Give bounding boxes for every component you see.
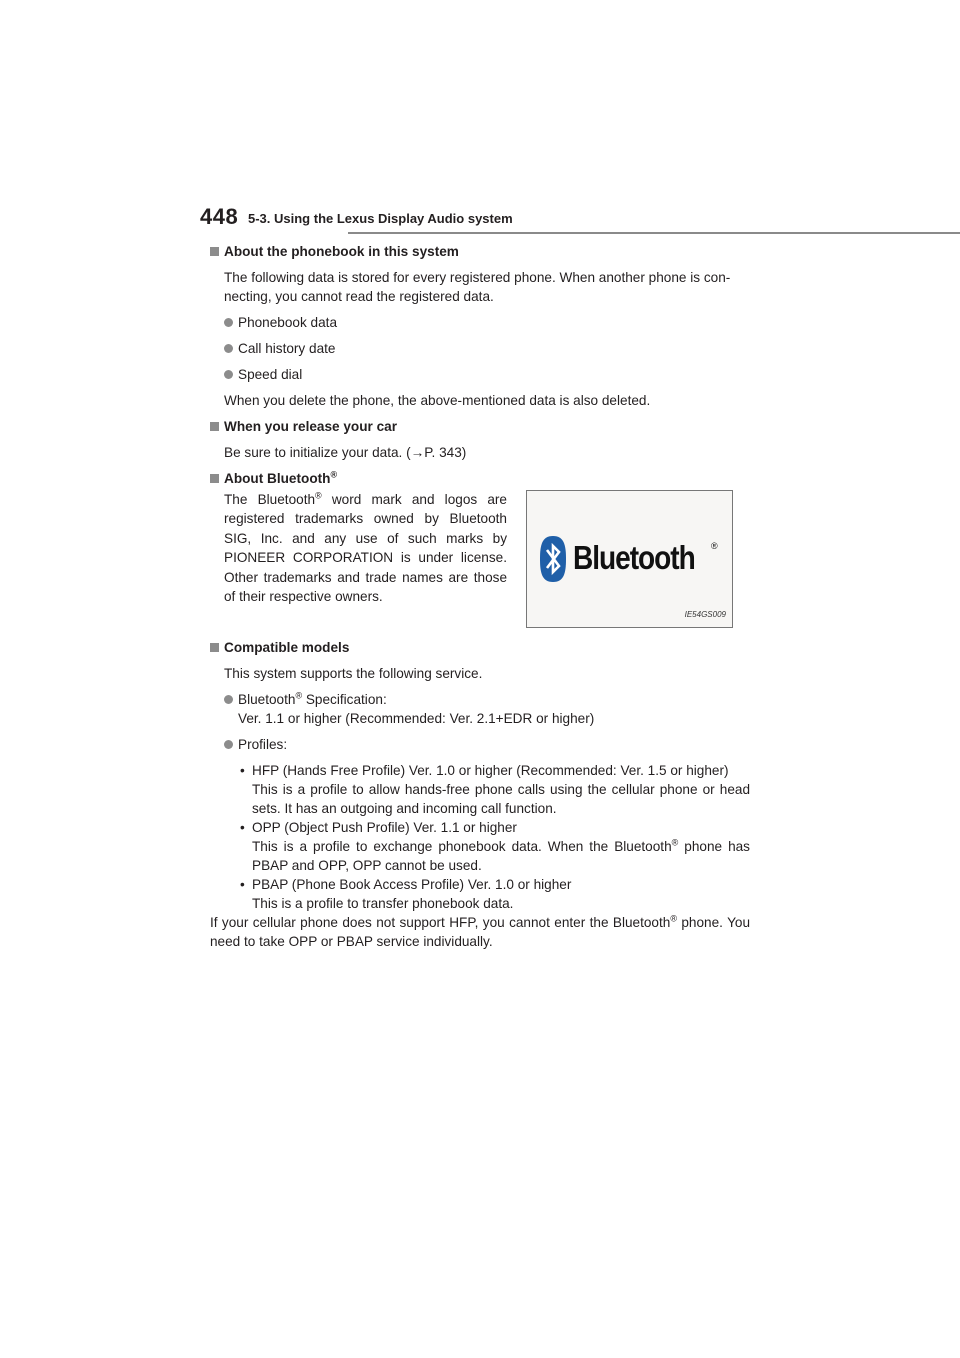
- square-bullet-icon: [210, 422, 219, 431]
- list-item: Phonebook data: [210, 313, 750, 332]
- release-text: Be sure to initialize your data. (→P. 343): [224, 445, 467, 460]
- list-item-spec: Bluetooth® Specification: Ver. 1.1 or higher (Recommended: Ver. 2.1+EDR or higher): [210, 690, 750, 728]
- circle-bullet-icon: [224, 344, 233, 353]
- square-bullet-icon: [210, 247, 219, 256]
- page-reference: P. 343: [424, 445, 462, 460]
- square-bullet-icon: [210, 643, 219, 652]
- list-item-profiles: Profiles:: [210, 735, 750, 754]
- circle-bullet-icon: [224, 695, 233, 704]
- registered-mark: ®: [711, 541, 718, 551]
- arrow-icon: →: [410, 445, 425, 460]
- profile-pbap-desc: This is a profile to transfer phonebook data.: [252, 896, 514, 911]
- page-header: [200, 204, 800, 236]
- phonebook-intro: The following data is stored for every registered phone. When another phone is con-necting, you cannot read the registered data.: [224, 270, 731, 304]
- phonebook-note: When you delete the phone, the above-mentioned data is also deleted.: [224, 393, 651, 408]
- header-rule: [348, 232, 960, 234]
- bluetooth-logo-figure: [526, 490, 733, 628]
- compatible-intro: This system supports the following service.: [224, 666, 483, 681]
- list-item: Call history date: [210, 339, 750, 358]
- profile-opp: • OPP (Object Push Profile) Ver. 1.1 or higher: [240, 820, 517, 835]
- bluetooth-logo-word: Bluetooth: [573, 539, 695, 576]
- profile-opp-desc: This is a profile to exchange phonebook data. When the Bluetooth® phone has PBAP and OPP, OPP cannot be used.: [252, 837, 750, 873]
- compatible-footer: If your cellular phone does not support HFP, you cannot enter the Bluetooth® phone. You need to take OPP or PBAP service individually.: [210, 913, 751, 949]
- section-title-phonebook: About the phonebook in this system: [210, 242, 750, 261]
- profile-pbap: • PBAP (Phone Book Access Profile) Ver. 1.0 or higher: [240, 877, 572, 892]
- spec-value: Ver. 1.1 or higher (Recommended: Ver. 2.1+EDR or higher): [238, 711, 595, 726]
- profiles-list: [210, 761, 750, 913]
- bluetooth-icon: [539, 535, 567, 583]
- page-body: [210, 242, 750, 951]
- figure-id: IE54GS009: [684, 610, 726, 619]
- section-title-compatible: Compatible models: [210, 638, 750, 657]
- profile-hfp-desc: This is a profile to allow hands-free phone calls using the cellular phone or head sets. It has an outgoing and incoming call function.: [252, 782, 750, 816]
- square-bullet-icon: [210, 474, 219, 483]
- bluetooth-logo: [539, 535, 721, 583]
- bluetooth-trademark-block: [210, 490, 750, 638]
- circle-bullet-icon: [224, 318, 233, 327]
- section-title-bluetooth: About Bluetooth®: [210, 469, 750, 488]
- list-item: Speed dial: [210, 365, 750, 384]
- profile-hfp: • HFP (Hands Free Profile) Ver. 1.0 or higher (Recommended: Ver. 1.5 or higher): [240, 763, 729, 778]
- bluetooth-trademark-text: The Bluetooth® word mark and logos are registered trademarks owned by Bluetooth SIG, Inc. and any use of such marks by PIONEER CORPORATION is under license. Other trademarks and trade names are those of their respective owners.: [224, 490, 507, 605]
- chapter-title: 5-3. Using the Lexus Display Audio system: [248, 211, 513, 226]
- section-title-release: When you release your car: [210, 417, 750, 436]
- circle-bullet-icon: [224, 370, 233, 379]
- circle-bullet-icon: [224, 740, 233, 749]
- page-number: 448: [200, 204, 239, 229]
